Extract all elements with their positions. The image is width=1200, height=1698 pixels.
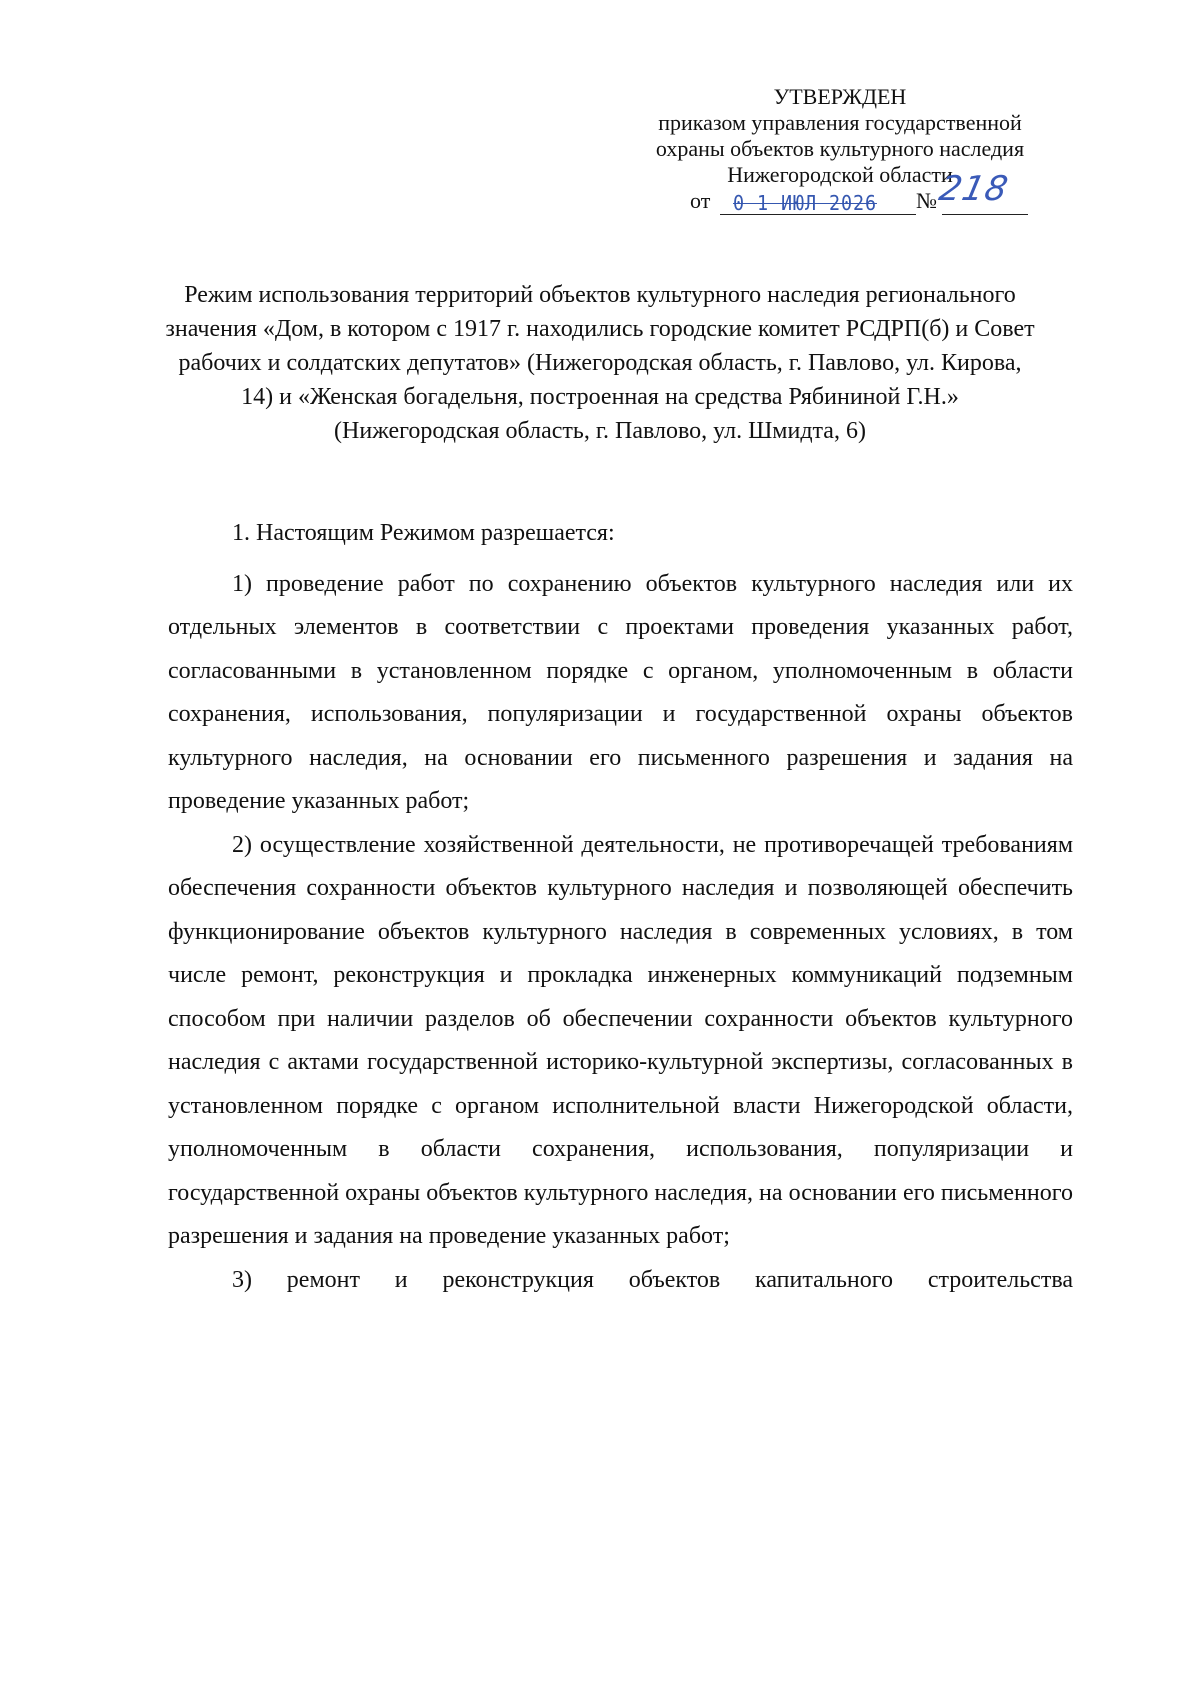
list-item-3: 3) ремонт и реконструкция объектов капитального строительства [232,1266,1073,1293]
from-label: от [690,188,711,213]
list-item-1: 1) проведение работ по сохранению объектов культурного наследия или их отдельных элементов в соответствии с проектами проведения указанных работ, согласованными в установленном порядке с органом, уполномоченным в области сохранения, использования, популяризации и государственной охраны объектов культурного наследия, на основании его письменного разрешения и задания на проведение указанных работ; [168,570,1073,814]
number-underline [942,214,1028,215]
document-body [168,512,1073,1302]
section-heading: 1. Настоящим Режимом разрешается: [232,520,615,546]
approval-line-3: Нижегородской области [727,162,953,187]
approval-block [620,84,1060,218]
handwritten-order-number: 218 [935,169,1013,209]
approval-line-2: охраны объектов культурного наследия [655,136,1025,161]
date-stamp: 0 1 ИЮЛ 2026 [733,191,877,215]
document-title: Режим использования территорий объектов культурного наследия регионального значения «Дом, в котором с 1917 г. находились городские комитет РСДРП(б) и Совет рабочих и солдатских депутатов» (Нижегородская область, г. Павлово, ул. Кирова, 14) и «Женская богадельня, построенная на средства Рябининой Г.Н.» (Нижегородская область, г. Павлово, ул. Шмидта, 6) [165,282,1035,444]
approval-title: УТВЕРЖДЕН [773,84,907,109]
list-item-2: 2) осуществление хозяйственной деятельности, не противоречащей требованиям обеспечения сохранности объектов культурного наследия и позволяющей обеспечить функционирование объектов культурного наследия в современных условиях, в том числе ремонт, реконструкция и прокладка инженерных коммуникаций подземным способом при наличии разделов об обеспечении сохранности объектов культурного наследия с актами государственной историко-культурной экспертизы, согласованных в установленном порядке с органом исполнительной власти Нижегородской области, уполномоченным в области сохранения, использования, популяризации и государственной охраны объектов культурного наследия, на основании его письменного разрешения и задания на проведение указанных работ; [168,831,1073,1249]
number-label: № [916,188,937,213]
approval-line-1: приказом управления государственной [658,110,1022,135]
